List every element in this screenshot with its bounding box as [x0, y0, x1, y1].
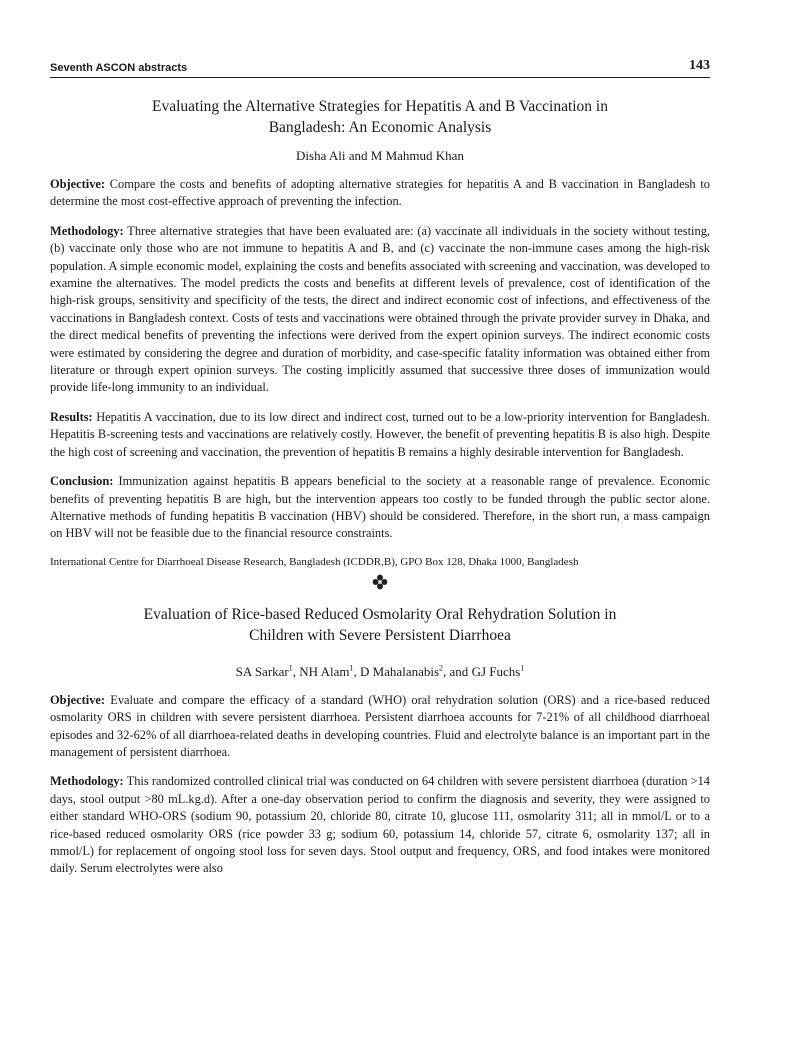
page-number: 143: [689, 58, 710, 73]
abstract-hepatitis-vaccination: [50, 96, 710, 568]
author-name: SA Sarkar: [235, 663, 289, 679]
author-separator: ,: [353, 663, 360, 679]
four-petal-ornament-icon: [372, 574, 388, 590]
running-header: [50, 58, 710, 78]
author-separator: ,: [292, 663, 300, 679]
author-separator: , and: [443, 663, 472, 679]
methodology-text: This randomized controlled clinical trial was conducted on 64 children with severe persistent diarrhoea (duration >14 days, stool output >80 mL.kg.d). After a one-day observation period to confirm the diagnosis and severity, they were assigned to either standard WHO-ORS (sodium 90, potassium 20, chloride 80, citrate 10, glucose 111, osmolarity 311; all in mmol/L or to a rice-based reduced osmolarity ORS (rice powder 33 g; sodium 60, potassium 14, chloride 57, citrate 6, osmolarity 137; all in mmol/L) for replacement of ongoing stool loss for seven days. Stool output and frequency, ORS, and food intakes were monitored daily. Serum electrolytes were also: [50, 774, 710, 876]
methodology-label: Methodology:: [50, 774, 124, 789]
abstract1-authors: Disha Ali and M Mahmud Khan: [296, 148, 464, 163]
journal-name: Seventh ASCON abstracts: [50, 62, 188, 74]
abstract1-title-line1: Evaluating the Alternative Strategies for Hepatitis A and B Vaccination in: [152, 98, 608, 115]
affiliation-marker: 1: [520, 663, 525, 673]
methodology-label: Methodology:: [50, 223, 124, 238]
affiliation-marker: 1: [349, 663, 354, 673]
results-label: Results:: [50, 409, 93, 424]
abstract1-affiliation: International Centre for Diarrhoeal Disease Research, Bangladesh (ICDDR,B), GPO Box 128, Dhaka 1000, Bangladesh: [50, 555, 579, 568]
objective-label: Objective:: [50, 692, 106, 707]
affiliation-marker: 1: [288, 663, 293, 673]
abstract-rice-ors: [50, 604, 710, 878]
abstract1-conclusion: [50, 473, 710, 543]
author-name: D Mahalanabis: [359, 663, 440, 679]
document-page: [50, 58, 710, 878]
author-name: NH Alam: [299, 663, 350, 679]
results-text: Hepatitis A vaccination, due to its low direct and indirect cost, turned out to be a low-priority intervention for Bangladesh. Hepatitis B-screening tests and vaccinations are relatively costly. However, the benefit of preventing hepatitis B is also high. Despite the high cost of screening and vaccination, the prevention of hepatitis B remains a highly desirable intervention for Bangladesh.: [50, 409, 710, 459]
abstract1-methodology: [50, 223, 710, 397]
abstract2-methodology: [50, 773, 710, 877]
conclusion-label: Conclusion:: [50, 474, 114, 489]
abstract1-objective: [50, 176, 710, 211]
objective-text: Compare the costs and benefits of adopting alternative strategies for hepatitis A and B vaccination in Bangladesh to determine the most cost-effective approach of preventing the infection.: [50, 177, 710, 209]
methodology-text: Three alternative strategies that have been evaluated are: (a) vaccinate all individuals in the society without testing, (b) vaccinate only those who are not immune to hepatitis A and B, and (c) vaccinate the non-immune cases among the high-risk population. A simple economic model, explaining the costs and benefits associated with screening and vaccination, was developed to examine the alternatives. The model predicts the costs and benefits at different levels of prevalence, cost of identification of the high-risk groups, sensitivity and specificity of the tests, the direct and indirect economic cost of infections, and effectiveness of the vaccinations in Bangladesh context. Costs of tests and vaccinations were obtained through the private provider survey in Dhaka, and the direct medical benefits of preventing the infections were derived from the expert opinion surveys. The indirect economic costs were estimated by considering the degree and duration of morbidity, and case-specific fatality information was obtained either from literature or through expert opinion surveys. The costing implicitly assumed that successive three doses of immunization would provide life-long immunity to an individual.: [50, 223, 710, 395]
affiliation-marker: 2: [439, 663, 444, 673]
abstract2-title-line2: Children with Severe Persistent Diarrhoea: [249, 626, 511, 644]
abstract2-objective: [50, 692, 710, 762]
abstract2-authors: [50, 664, 710, 680]
abstract1-title-line2: Bangladesh: An Economic Analysis: [268, 119, 492, 136]
conclusion-text: Immunization against hepatitis B appears beneficial to the society at a reasonable range of prevalence. Economic benefits of preventing hepatitis B are high, but the intervention appears too costly to be funded through the public sector alone. Alternative methods of funding hepatitis B vaccination (HBV) should be considered. Therefore, in the short run, a mass campaign on HBV will not be feasible due to the financial resource constraints.: [50, 474, 710, 541]
abstract2-title-line1: Evaluation of Rice-based Reduced Osmolarity Oral Rehydration Solution in: [143, 605, 617, 623]
abstract1-results: [50, 409, 710, 461]
section-divider: [50, 574, 710, 592]
author-name: GJ Fuchs: [471, 663, 521, 679]
objective-text: Evaluate and compare the efficacy of a standard (WHO) oral rehydration solution (ORS) and a rice-based reduced osmolarity ORS in children with severe persistent diarrhoea. Persistent diarrhoea accounts for 7-21% of all childhood diarrhoeal episodes and 32-62% of all diarrhoea-related deaths in developing countries. Fluid and electrolyte balance is an important part in the management of persistent diarrhoea.: [50, 692, 710, 759]
objective-label: Objective:: [50, 177, 106, 191]
